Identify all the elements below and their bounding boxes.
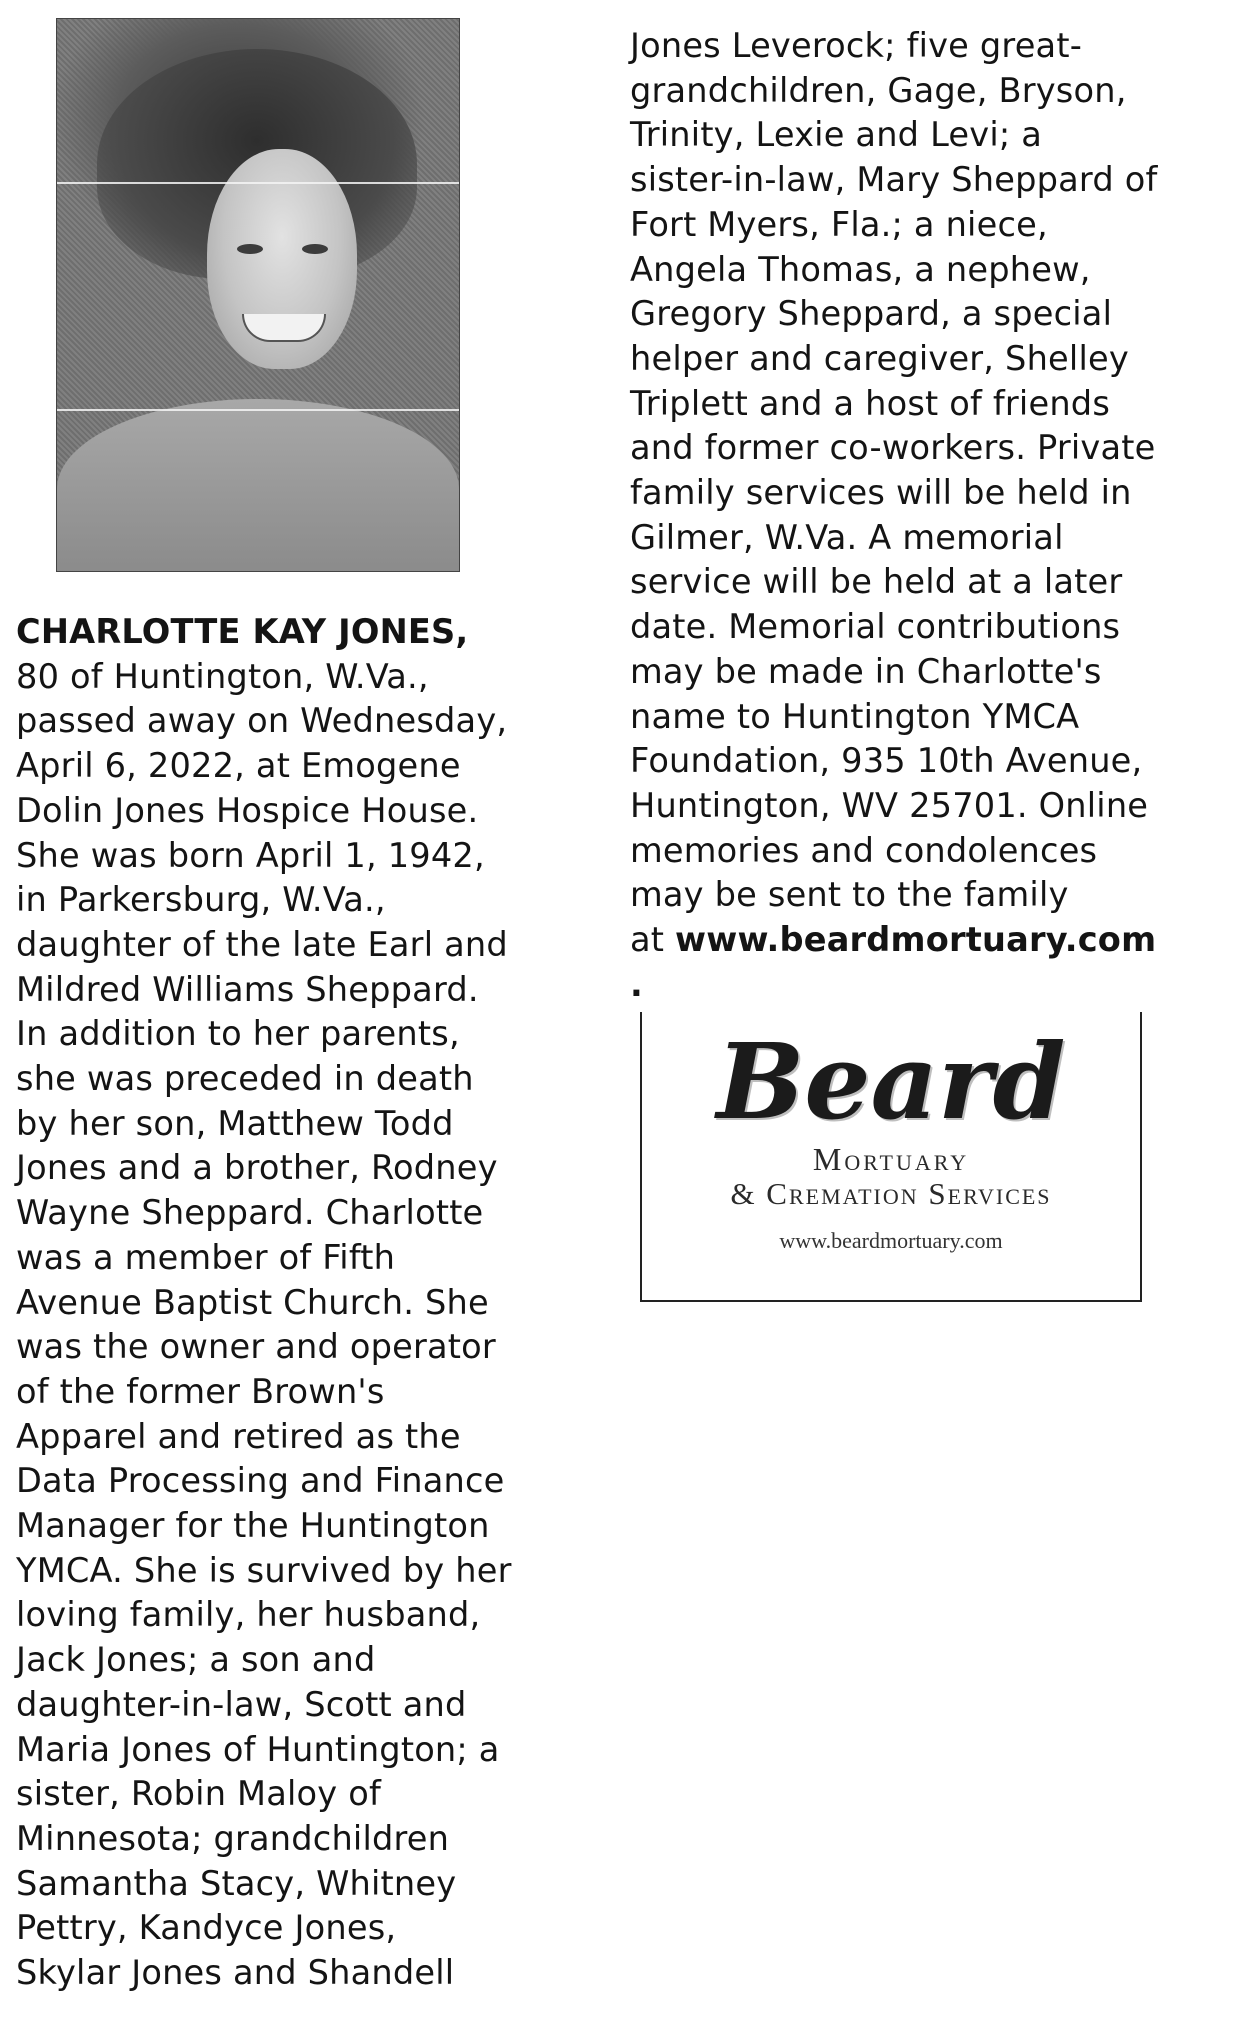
text-line: sister, Robin Maloy of [16, 1774, 381, 1814]
logo-mortuary-text: Mortuary [812, 1141, 970, 1177]
text-line: Data Processing and Finance [16, 1461, 505, 1501]
photo-eye-right [302, 244, 328, 254]
text-line: family services will be held in [630, 473, 1132, 513]
text-line: Foundation, 935 10th Avenue, [630, 741, 1143, 781]
text-line: Jones Leverock; five great- [630, 26, 1083, 65]
text-line: Fort Myers, Fla.; a niece, [630, 204, 1048, 244]
text-line: daughter-in-law, Scott and [16, 1684, 467, 1724]
text-line: Pettry, Kandyce Jones, [16, 1908, 397, 1948]
text-line: Wayne Sheppard. Charlotte [16, 1193, 484, 1233]
text-line: Dolin Jones Hospice House. [16, 790, 479, 830]
text-line: Manager for the Huntington [16, 1506, 490, 1546]
logo-script-name: Beard [716, 1020, 1066, 1143]
text-line: She was born April 1, 1942, [16, 835, 485, 875]
text-line: helper and caregiver, Shelley [630, 338, 1129, 378]
text-line: sister-in-law, Mary Sheppard of [630, 160, 1158, 200]
obituary-left-text [16, 610, 596, 1996]
text-line: grandchildren, Gage, Bryson, [630, 70, 1127, 110]
text-line: memories and condolences [630, 830, 1098, 870]
text-line: April 6, 2022, at Emogene [16, 746, 461, 786]
text-line-url [630, 918, 1230, 963]
text-line: daughter of the late Earl and [16, 924, 508, 964]
text-line: was the owner and operator [16, 1327, 496, 1367]
text-line: Gilmer, W.Va. A memorial [630, 517, 1064, 557]
scan-line [57, 182, 459, 184]
decedent-name: CHARLOTTE KAY JONES, [16, 612, 469, 651]
text-line: of the former Brown's [16, 1371, 385, 1411]
trailing-period: . [630, 964, 643, 1004]
text-line: Apparel and retired as the [16, 1416, 461, 1456]
text-line: Huntington, WV 25701. Online [630, 785, 1149, 825]
portrait-photo [56, 18, 460, 572]
text-line: service will be held at a later [630, 562, 1123, 602]
text-line: Avenue Baptist Church. She [16, 1282, 489, 1322]
text-line: loving family, her husband, [16, 1595, 481, 1635]
logo-url-text: www.beardmortuary.com [779, 1228, 1003, 1253]
photo-shoulders [57, 399, 459, 572]
text-line: Skylar Jones and Shandell [16, 1953, 455, 1993]
text-line: date. Memorial contributions [630, 607, 1121, 647]
text-line: Maria Jones of Huntington; a [16, 1729, 500, 1769]
text-line: Gregory Sheppard, a special [630, 294, 1113, 334]
text-line: may be made in Charlotte's [630, 651, 1102, 691]
text-line: Mildred Williams Sheppard. [16, 969, 479, 1009]
text-line: Angela Thomas, a nephew, [630, 249, 1091, 289]
text-line: Minnesota; grandchildren [16, 1818, 450, 1858]
mortuary-website-link[interactable]: www.beardmortuary.com [675, 920, 1157, 960]
text-line: passed away on Wednesday, [16, 701, 508, 741]
text-line: Jack Jones; a son and [16, 1640, 376, 1680]
text-line: Jones and a brother, Rodney [16, 1148, 498, 1188]
text-line: YMCA. She is survived by her [16, 1550, 512, 1590]
scan-line [57, 409, 459, 411]
text-line: Triplett and a host of friends [630, 383, 1111, 423]
text-line: and former co-workers. Private [630, 428, 1156, 468]
text-line: by her son, Matthew Todd [16, 1103, 454, 1143]
logo-services-text: & Cremation Services [730, 1176, 1052, 1211]
text-line: 80 of Huntington, W.Va., [16, 656, 429, 696]
url-prefix: at [630, 920, 676, 960]
text-line: she was preceded in death [16, 1059, 474, 1099]
text-line: was a member of Fifth [16, 1237, 396, 1277]
text-line: In addition to her parents, [16, 1014, 460, 1054]
text-line: Trinity, Lexie and Levi; a [630, 115, 1043, 155]
obituary-right-text [630, 24, 1230, 1007]
text-line: may be sent to the family [630, 875, 1069, 915]
mortuary-logo [640, 1012, 1142, 1302]
text-line: in Parkersburg, W.Va., [16, 880, 386, 920]
text-line: name to Huntington YMCA [630, 696, 1080, 736]
photo-eye-left [237, 244, 263, 254]
text-line: Samantha Stacy, Whitney [16, 1863, 457, 1903]
